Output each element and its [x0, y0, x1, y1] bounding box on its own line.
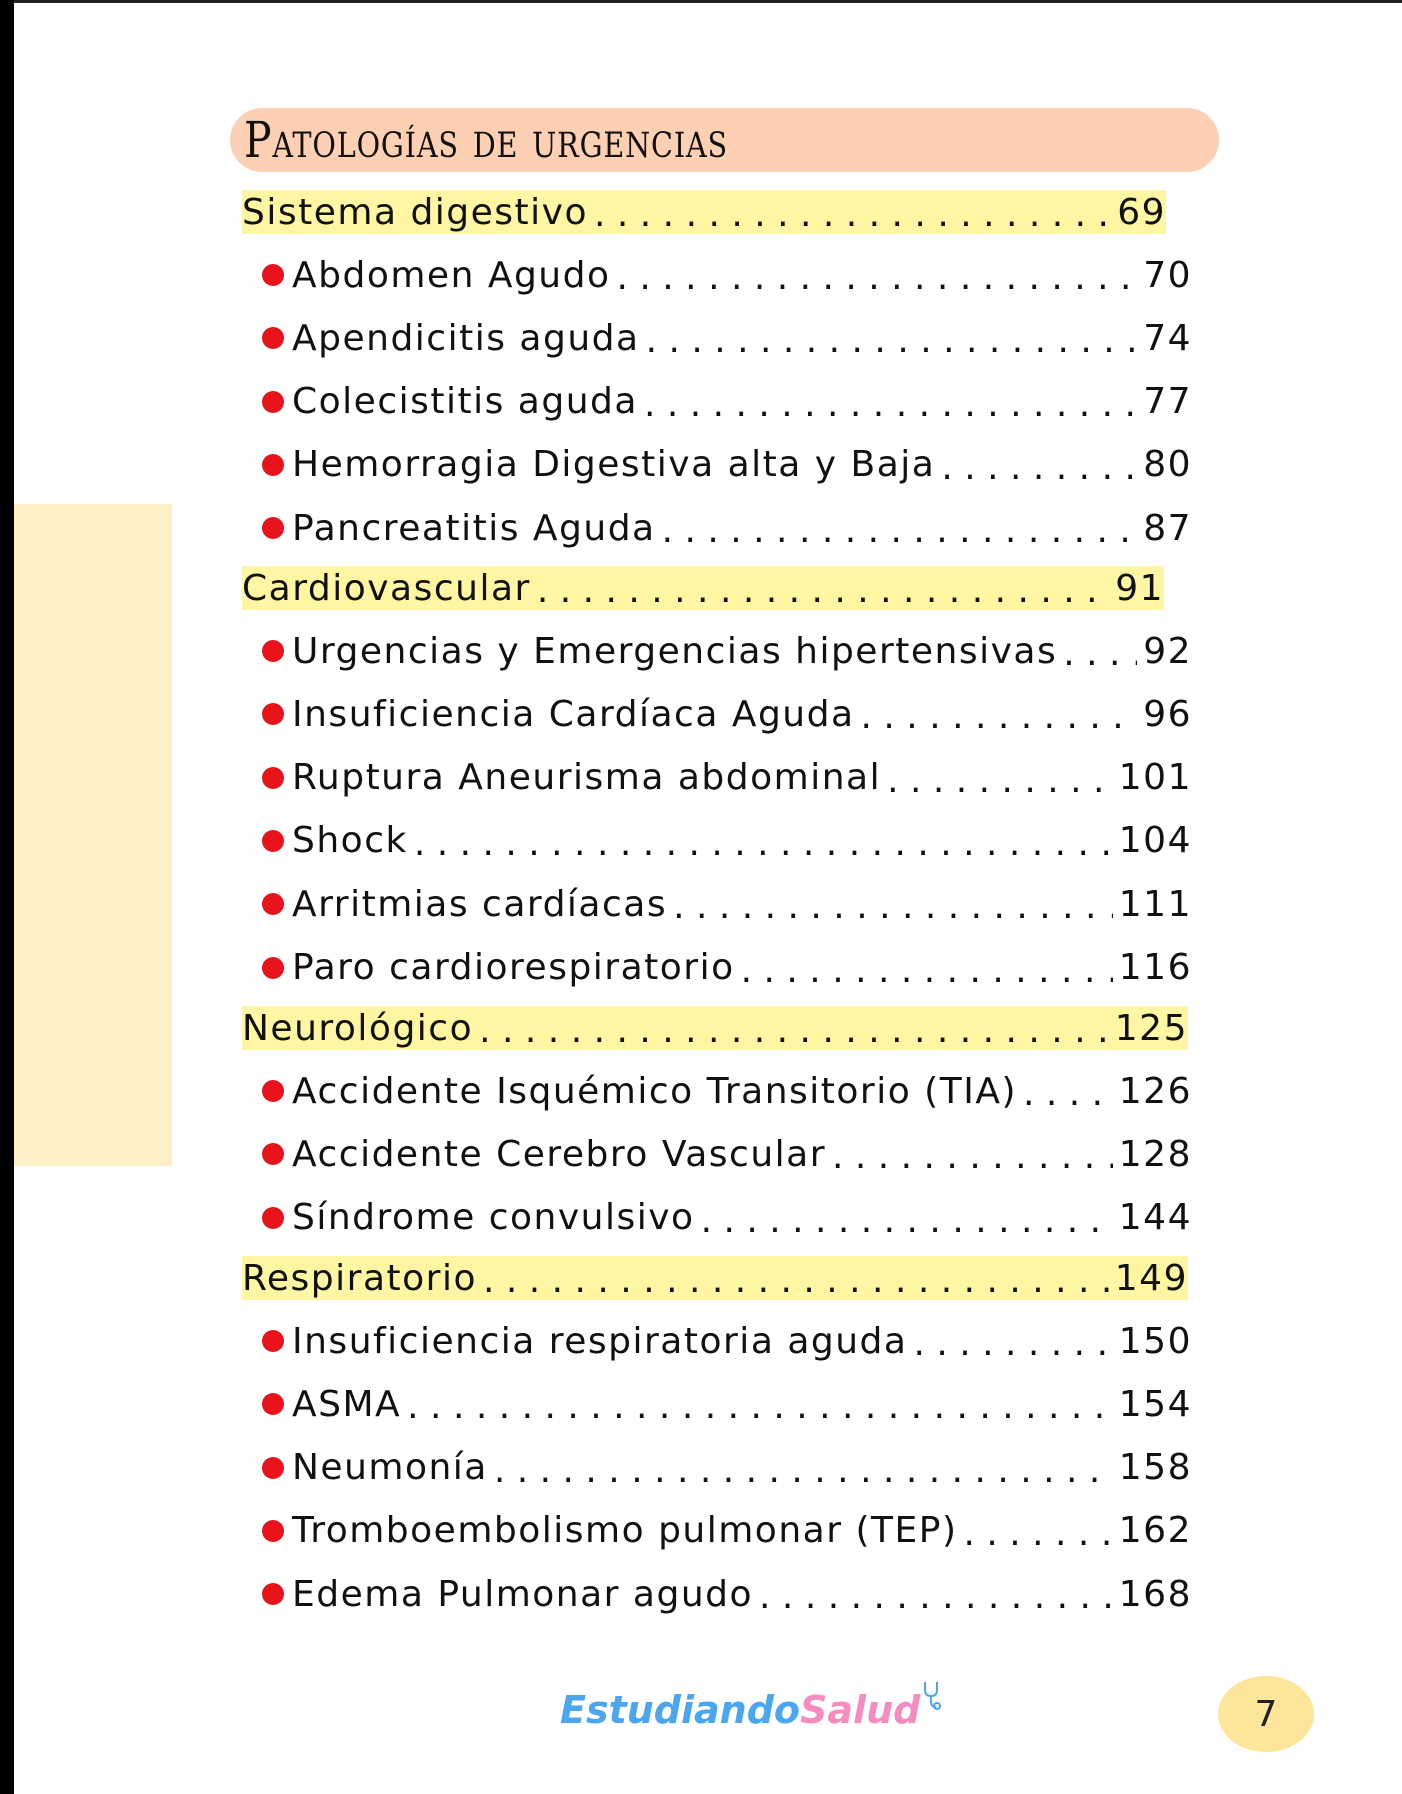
toc-item-page: 111: [1118, 883, 1192, 925]
toc-dot-leader: [741, 952, 1113, 990]
toc-item[interactable]: [262, 506, 1192, 550]
toc-item-page: 74: [1143, 317, 1192, 359]
toc-item-page: 96: [1143, 693, 1192, 735]
stethoscope-icon: [922, 1680, 942, 1710]
toc-dot-leader: [701, 1202, 1113, 1240]
toc-item-label: Abdomen Agudo: [292, 254, 611, 296]
toc-section-1[interactable]: [242, 566, 1164, 610]
toc-item-page: 116: [1118, 947, 1192, 988]
toc-item-page: 158: [1118, 1447, 1192, 1489]
toc-dot-leader: [494, 1452, 1113, 1490]
toc-item-page: 126: [1118, 1070, 1192, 1112]
toc-item-label: Paro cardiorespiratorio: [292, 947, 735, 988]
red-dot-icon: [262, 1080, 284, 1102]
toc-item[interactable]: [262, 1132, 1192, 1176]
toc-item[interactable]: [262, 946, 1192, 990]
toc-item-page: 104: [1118, 820, 1192, 862]
toc-item-label: Ruptura Aneurisma abdominal: [292, 757, 882, 799]
toc-item[interactable]: [262, 443, 1192, 487]
toc-section-page: 149: [1114, 1257, 1188, 1299]
toc-section-page: 91: [1115, 567, 1164, 609]
toc-item[interactable]: [262, 1069, 1192, 1113]
toc-dot-leader: [913, 1325, 1112, 1363]
toc-section-2[interactable]: [242, 1006, 1188, 1050]
toc-dot-leader: [483, 1262, 1109, 1300]
red-dot-icon: [262, 1207, 284, 1229]
red-dot-icon: [262, 767, 284, 789]
toc-dot-leader: [832, 1138, 1113, 1176]
red-dot-icon: [262, 1393, 284, 1415]
toc-section-page: 69: [1117, 191, 1166, 233]
toc-item-label: Colecistitis aguda: [292, 381, 638, 423]
red-dot-icon: [262, 264, 284, 286]
toc-item[interactable]: [262, 1196, 1192, 1240]
red-dot-icon: [262, 327, 284, 349]
red-dot-icon: [262, 1457, 284, 1479]
page-left-border: [0, 0, 14, 1794]
red-dot-icon: [262, 703, 284, 725]
toc-item[interactable]: [262, 316, 1192, 360]
toc-item-label: Neumonía: [292, 1447, 488, 1489]
toc-dot-leader: [941, 449, 1137, 487]
toc-item-page: 150: [1118, 1320, 1192, 1362]
toc-item-page: 154: [1118, 1383, 1192, 1425]
red-dot-icon: [262, 391, 284, 413]
toc-item[interactable]: [262, 380, 1192, 424]
toc-dot-leader: [1063, 635, 1137, 673]
red-dot-icon: [262, 1330, 284, 1352]
toc-item[interactable]: [262, 819, 1192, 863]
toc-dot-leader: [414, 825, 1113, 863]
toc-section-label: Respiratorio: [242, 1257, 477, 1299]
toc-dot-leader: [861, 698, 1138, 736]
toc-dot-leader: [887, 762, 1113, 800]
page-number: 7: [1254, 1693, 1278, 1735]
red-dot-icon: [262, 1583, 284, 1605]
toc-item-label: Insuficiencia Cardíaca Aguda: [292, 693, 855, 735]
toc-dot-leader: [644, 386, 1137, 424]
toc-dot-leader: [617, 259, 1138, 297]
toc-section-label: Sistema digestivo: [242, 191, 589, 233]
side-decoration-band: [14, 504, 172, 1166]
toc-section-label: Neurológico: [242, 1007, 474, 1049]
toc-dot-leader: [407, 1388, 1113, 1426]
toc-dot-leader: [594, 196, 1111, 234]
red-dot-icon: [262, 957, 284, 979]
toc-item-page: 128: [1118, 1133, 1192, 1175]
toc-dot-leader: [662, 512, 1138, 550]
page-number-badge: [1218, 1676, 1314, 1752]
toc-item-page: 162: [1118, 1510, 1192, 1552]
toc-dot-leader: [759, 1578, 1113, 1616]
logo-text-estudiando: Estudiando: [560, 1688, 801, 1732]
toc-dot-leader: [1023, 1075, 1113, 1113]
toc-item-page: 92: [1143, 630, 1192, 672]
toc-item-page: 87: [1143, 507, 1192, 549]
toc-item-label: Urgencias y Emergencias hipertensivas: [292, 630, 1058, 672]
red-dot-icon: [262, 640, 284, 662]
toc-dot-leader: [646, 322, 1138, 360]
toc-item-page: 77: [1143, 381, 1192, 423]
toc-dot-leader: [673, 888, 1113, 926]
toc-item[interactable]: [262, 1319, 1192, 1363]
toc-item-label: Tromboembolismo pulmonar (TEP): [292, 1510, 958, 1552]
toc-item[interactable]: [262, 882, 1192, 926]
toc-item-label: Accidente Isquémico Transitorio (TIA): [292, 1070, 1017, 1112]
toc-item-label: Apendicitis aguda: [292, 317, 640, 359]
toc-item[interactable]: [262, 756, 1192, 800]
toc-item[interactable]: [262, 1382, 1192, 1426]
toc-item-page: 70: [1143, 254, 1192, 296]
red-dot-icon: [262, 1143, 284, 1165]
toc-item-label: Accidente Cerebro Vascular: [292, 1133, 826, 1175]
toc-item[interactable]: [262, 1572, 1192, 1616]
page-top-border: [0, 0, 1402, 3]
red-dot-icon: [262, 454, 284, 476]
toc-item-page: 168: [1118, 1573, 1192, 1615]
page-title: Patologías de urgencias: [244, 111, 729, 169]
toc-item-label: Shock: [292, 820, 408, 862]
toc-item-label: Hemorragia Digestiva alta y Baja: [292, 444, 936, 486]
red-dot-icon: [262, 1520, 284, 1542]
toc-item-label: Edema Pulmonar agudo: [292, 1573, 754, 1615]
red-dot-icon: [262, 893, 284, 915]
toc-item-label: Insuficiencia respiratoria aguda: [292, 1320, 908, 1362]
toc-item-page: 101: [1118, 757, 1192, 799]
toc-item-label: Pancreatitis Aguda: [292, 507, 656, 549]
toc-section-page: 125: [1114, 1007, 1188, 1049]
toc-item-page: 144: [1118, 1197, 1192, 1239]
toc-item-label: Síndrome convulsivo: [292, 1197, 695, 1239]
toc-item-label: Arritmias cardíacas: [292, 883, 668, 925]
toc-dot-leader: [964, 1515, 1113, 1553]
red-dot-icon: [262, 830, 284, 852]
toc-item[interactable]: [262, 1446, 1192, 1490]
logo-text-salud: Salud: [800, 1688, 921, 1732]
toc-item-page: 80: [1143, 444, 1192, 486]
toc-section-3[interactable]: [242, 1256, 1188, 1300]
red-dot-icon: [262, 517, 284, 539]
toc-dot-leader: [479, 1012, 1109, 1050]
toc-item-label: ASMA: [292, 1383, 402, 1425]
toc-item[interactable]: [262, 253, 1192, 297]
toc-dot-leader: [537, 572, 1109, 610]
toc-section-label: Cardiovascular: [242, 567, 531, 609]
footer-logo: [560, 1680, 942, 1740]
toc-item[interactable]: [262, 629, 1192, 673]
toc-item[interactable]: [262, 692, 1192, 736]
toc-item[interactable]: [262, 1509, 1192, 1553]
toc-section-0[interactable]: [242, 190, 1166, 234]
